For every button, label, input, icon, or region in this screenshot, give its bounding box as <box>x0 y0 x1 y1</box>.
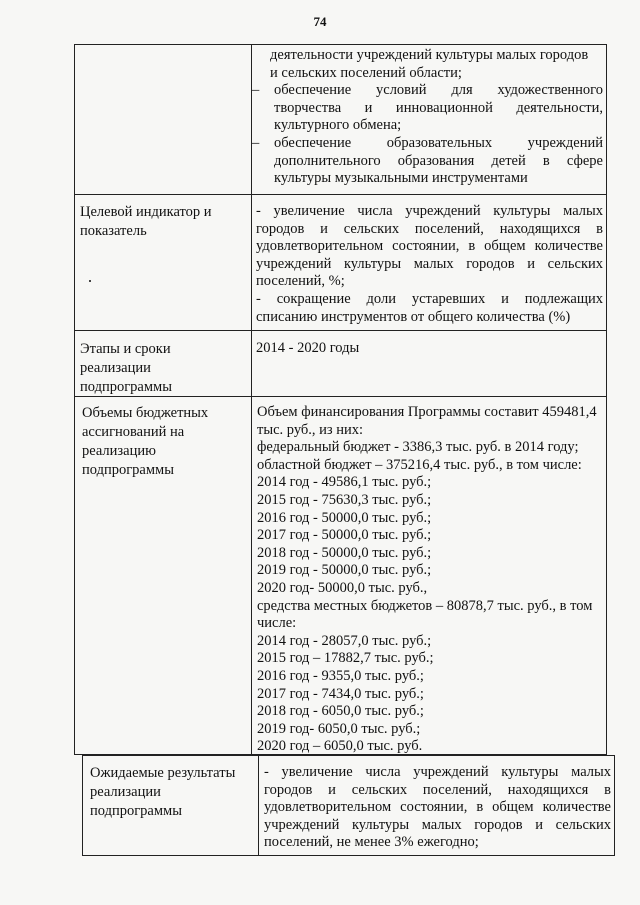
expected-results-text: - увеличение числа учреждений культуры малых городов и сельских поселений, находящихся в удовлетворительном состоянии, в общем количестве учреждений культуры малых городов и сельских поселений, не менее 3% ежегодно; <box>264 764 611 851</box>
row-divider <box>74 194 607 195</box>
budget-line: 2017 год - 7434,0 тыс. руб.; <box>257 685 424 702</box>
target-indicator-cell <box>256 203 603 326</box>
table-column-divider <box>258 755 259 855</box>
text-line: деятельности учреждений культуры малых городов <box>270 47 589 63</box>
budget-line: 2020 год- 50000,0 тыс. руб., <box>257 579 428 596</box>
table-left-border <box>82 755 83 855</box>
budget-line: федеральный бюджет - 3386,3 тыс. руб. в 2014 году; <box>257 439 579 456</box>
stages-value: 2014 - 2020 годы <box>256 340 360 356</box>
budget-line: 2018 год - 50000,0 тыс. руб.; <box>257 544 432 561</box>
table-right-border <box>606 44 607 754</box>
table-left-border <box>74 44 75 754</box>
list-item: – обеспечение образовательных учреждений дополнительного образования детей в сфере культуры музыкальными инструментами <box>252 134 603 187</box>
budget-line: 2020 год – 6050,0 тыс. руб. <box>257 738 423 755</box>
list-item-text: обеспечение образовательных учреждений дополнительного образования детей в сфере культуры музыкальными инструментами <box>274 134 603 187</box>
budget-line: 2016 год - 9355,0 тыс. руб.; <box>257 667 424 684</box>
budget-line: 2019 год- 6050,0 тыс. руб.; <box>257 720 421 737</box>
page-number: 74 <box>313 14 327 29</box>
text-line: и сельских поселений области; <box>270 64 462 81</box>
row-divider <box>74 330 607 331</box>
table-right-border <box>614 755 615 855</box>
row-label-budget: Объемы бюджетных ассигнований на реализацию подпрограммы <box>82 405 209 478</box>
budget-line: 2016 год - 50000,0 тыс. руб.; <box>257 509 432 526</box>
table-bottom-border <box>82 855 615 856</box>
row-label-target-indicator: Целевой индикатор и показатель <box>80 204 212 239</box>
budget-line: 2014 год - 28057,0 тыс. руб.; <box>257 632 432 649</box>
row-label-stages: Этапы и сроки реализации подпрограммы <box>80 341 172 395</box>
list-item: – обеспечение условий для художественного творчества и инновационной деятельности, культурного обмена; <box>252 82 603 134</box>
list-item-text: обеспечение условий для художественного творчества и инновационной деятельности, культурного обмена; <box>274 82 603 134</box>
budget-line: 2015 год – 17882,7 тыс. руб.; <box>257 650 434 667</box>
goals-continuation-cell <box>254 47 603 188</box>
budget-intro: Объем финансирования Программы составит 459481,4 тыс. руб., из них: <box>257 404 597 438</box>
row-label-expected-results: Ожидаемые результаты реализации подпрограммы <box>90 765 236 819</box>
indicator-text: - увеличение числа учреждений культуры малых городов и сельских поселений, находящихся в удовлетворительном состоянии, в общем количестве учреждений культуры малых городов и сельских поселений, %; <box>256 203 603 290</box>
table-top-border <box>74 44 607 45</box>
budget-line: 2014 год - 49586,1 тыс. руб.; <box>257 474 432 491</box>
scan-speck <box>89 280 91 282</box>
budget-line: 2017 год - 50000,0 тыс. руб.; <box>257 527 432 544</box>
budget-line: областной бюджет – 375216,4 тыс. руб., в том числе: <box>257 456 582 473</box>
budget-line: 2018 год - 6050,0 тыс. руб.; <box>257 703 424 720</box>
table-top-border <box>82 755 615 756</box>
budget-line: 2015 год - 75630,3 тыс. руб.; <box>257 491 432 508</box>
budget-cell <box>257 404 604 756</box>
indicator-text: - сокращение доли устаревших и подлежащих списанию инструментов от общего количества (%) <box>256 290 603 325</box>
local-budget-intro: средства местных бюджетов – 80878,7 тыс. руб., в том числе: <box>257 597 593 632</box>
budget-line: 2019 год - 50000,0 тыс. руб.; <box>257 562 432 579</box>
